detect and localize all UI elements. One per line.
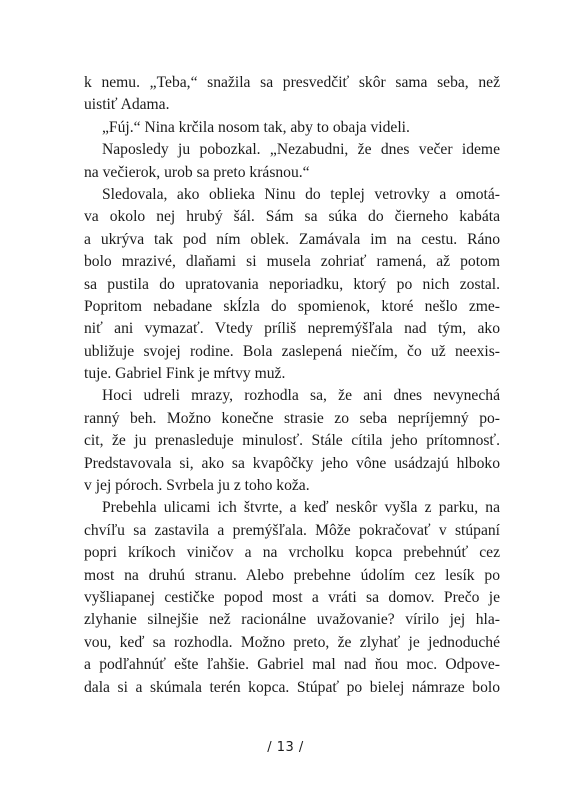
text-line: tuje. Gabriel Fink je mŕtvy muž.	[84, 365, 286, 383]
text-line: Naposledy ju pobozkal. „Nezabudni, že dnes večer ideme	[102, 141, 500, 159]
text-line: a podľahnúť ešte ľahšie. Gabriel mal nad ňou moc. Odpove-	[84, 656, 500, 674]
text-line: Prebehla ulicami ich štvrte, a keď neskôr vyšla z parku, na	[102, 499, 500, 517]
text-line: sa pustila do upratovania neporiadku, ktorý po nich zostal.	[84, 275, 500, 293]
text-line: popri kríkoch viničov a na vrcholku kopca prebehnúť cez	[84, 544, 500, 562]
text-line: ranný beh. Možno konečne strasie zo seba nepríjemný po-	[84, 409, 500, 427]
text-line: bolo mrazivé, dlaňami si musela zohriať ramená, až potom	[84, 253, 500, 271]
text-line: uistiť Adama.	[84, 96, 170, 114]
text-line: most na druhú stranu. Alebo prebehne údolím cez lesík po	[84, 566, 500, 584]
text-line: a ukrýva tak pod ním oblek. Zamávala im na cestu. Ráno	[84, 230, 500, 248]
text-line: dala si a skúmala terén kopca. Stúpať po bielej námraze bolo	[84, 678, 500, 696]
text-line: Popritom nebadane skĺzla do spomienok, ktoré nešlo zme-	[84, 297, 500, 315]
text-line: Sledovala, ako oblieka Ninu do teplej vetrovky a omotá-	[102, 185, 500, 203]
text-line: „Fúj.“ Nina krčila nosom tak, aby to obaja videli.	[102, 118, 410, 136]
text-line: Hoci udreli mrazy, rozhodla sa, že ani dnes nevynechá	[102, 387, 500, 405]
text-line: ubližuje svojej rodine. Bola zaslepená niečím, čo už neexis-	[84, 342, 500, 360]
page-number: / 13 /	[267, 740, 304, 755]
text-line: vou, keď sa rozhodla. Možno preto, že zlyhať je jednoduché	[84, 633, 500, 651]
text-line: vyšliapanej cestičke popod most a vráti sa domov. Prečo je	[84, 588, 500, 606]
text-line: k nemu. „Teba,“ snažila sa presvedčiť skôr sama seba, než	[84, 74, 500, 91]
text-line: na večierok, urob sa preto krásnou.“	[84, 163, 310, 181]
text-line: cit, že ju prenasleduje minulosť. Stále cítila jeho prítomnosť.	[84, 432, 500, 450]
text-line: va okolo nej hrubý šál. Sám sa súka do čierneho kabáta	[84, 208, 500, 226]
text-line: v jej póroch. Svrbela ju z toho koža.	[84, 477, 310, 495]
text-line: niť ani vymazať. Vtedy príliš nepremýšľala nad tým, ako	[84, 320, 500, 338]
text-line: zlyhanie silnejšie než racionálne uvažovanie? vírilo jej hla-	[84, 611, 500, 629]
text-line: Predstavovala si, ako sa kvapôčky jeho vône usádzajú hlboko	[84, 454, 500, 472]
text-line: chvíľu sa zastavila a premýšľala. Môže pokračovať v stúpaní	[84, 521, 500, 539]
body-text	[84, 72, 500, 699]
